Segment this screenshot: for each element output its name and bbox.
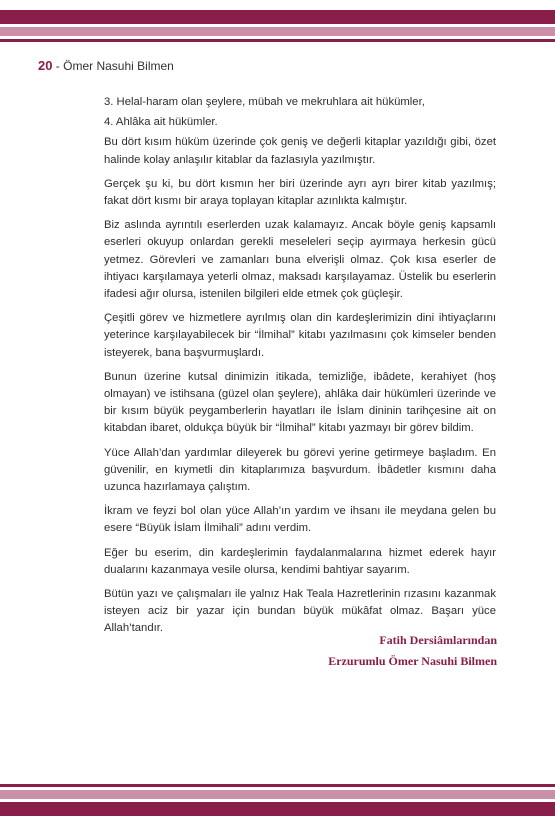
paragraph: Gerçek şu ki, bu dört kısmın her biri üzerinde ayrı ayrı birer kitab yazılmış; fakat dört kısmı bir araya toplayan kitaplar azınlıkta kalmıştır. [104, 177, 496, 208]
body-text [104, 94, 496, 645]
bottom-decorative-band-light [0, 790, 555, 799]
paragraph: İkram ve feyzi bol olan yüce Allah’ın yardım ve ihsanı ile meydana gelen bu esere “Büyük İslam İlmihali” adını verdim. [104, 505, 496, 535]
paragraph: Bütün yazı ve çalışmaları ile yalnız Hak Teala Hazretlerinin rızasını kazanmak isteyen aciz bir yazar için bundan büyük mükâfat olmaz. Başarı yüce Allah’tandır. [104, 588, 496, 635]
bottom-decorative-band [0, 802, 555, 816]
top-decorative-band-light [0, 27, 555, 36]
paragraph: Bunun üzerine kutsal dinimizin itikada, temizliğe, ibâdete, kerahiyet (hoş olmayan) ve istihsana (güzel olan şeylere), ahlâka dair hükümleri üzerinde ve bir kısım büyük peygamberlerin hayatları ile İslam dininin tarihçesine ait on kitabdan ibaret, oldukça büyük bir “İlmihal” kitabı yazmayı bir görev bildim. [104, 370, 496, 435]
top-decorative-line [0, 39, 555, 42]
page-number: 20 [38, 58, 53, 73]
signature-title: Fatih Dersiâmlarından [379, 633, 497, 647]
top-decorative-band [0, 10, 555, 24]
paragraph: Biz aslında ayrıntılı eserlerden uzak kalamayız. Ancak böyle geniş kapsamlı eserleri okuyup onlardan gerekli meseleleri seçip ayırmaya herkesin gücü yetmez. Görevleri ve zamanları buna elverişli olmaz. Çok kısa eserler de ihtiyacı karşılamaya yeterli olmaz, maksadı karşılayamaz. Üstelik bu eserlerin ifadesi ağır olursa, istenilen bilgileri elde etmek çok güçleşir. [104, 219, 496, 301]
running-head [38, 58, 174, 73]
paragraph: Bu dört kısım hüküm üzerinde çok geniş ve değerli kitaplar yazıldığı gibi, özet halinde kolay anlaşılır kitablar da fazlasıyla yazılmıştır. [104, 136, 496, 166]
paragraph: Yüce Allah’dan yardımlar dileyerek bu görevi yerine getirmeye başladım. En güvenilir, en kıymetli din kitaplarımıza başvurdum. İbâdetler kısmını daha uzunca hazırlamaya çalıştım. [104, 446, 496, 494]
paragraph: Eğer bu eserim, din kardeşlerimin faydalanmalarına hizmet ederek hayır dualarını kazanmaya vesile olursa, kendimi bahtiyar sayarım. [104, 546, 496, 576]
list-item: 3. Helal-haram olan şeylere, mübah ve mekruhlara ait hükümler, [104, 96, 425, 108]
bottom-decorative-line [0, 784, 555, 787]
signature-author: Erzurumlu Ömer Nasuhi Bilmen [328, 654, 497, 668]
signature [328, 630, 497, 672]
running-title: - Ömer Nasuhi Bilmen [52, 59, 174, 73]
list-item: 4. Ahlâka ait hükümler. [104, 116, 218, 129]
paragraph: Çeşitli görev ve hizmetlere ayrılmış olan din kardeşlerimizin dini ihtiyaçlarını yeterince karşılayabilecek bir “İlmihal” kitabı yazılmasını çok kimseler benden isteyerek, bana başvurmuşlardı. [104, 312, 496, 359]
